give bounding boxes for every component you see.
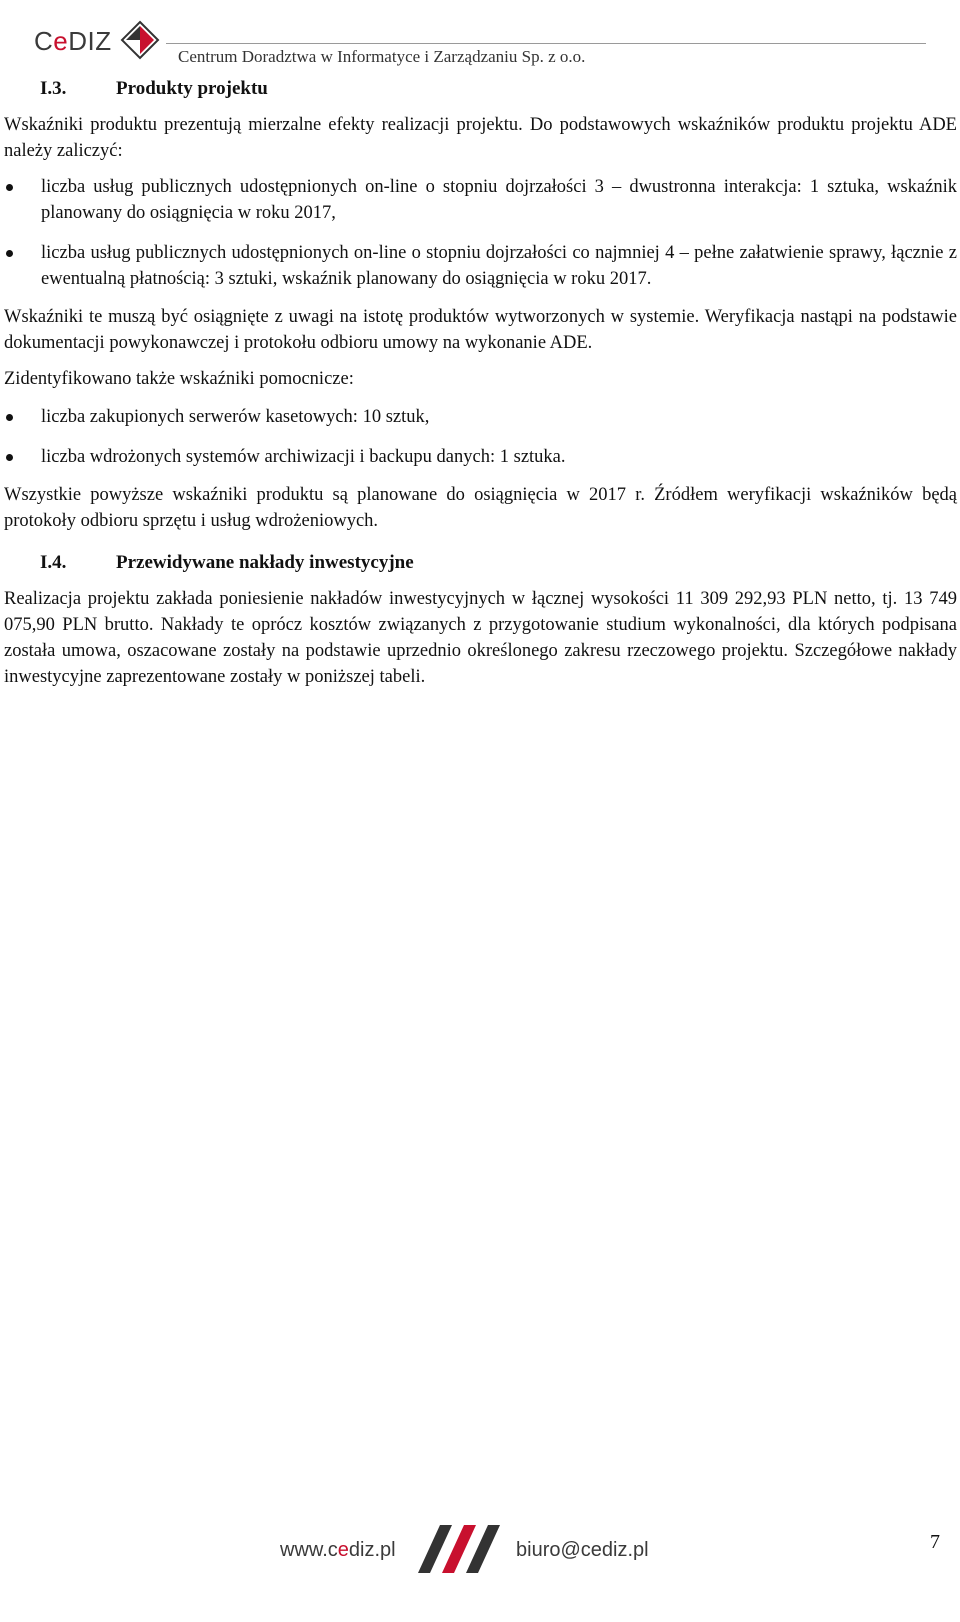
verification-paragraph: Wskaźniki te muszą być osiągnięte z uwagi na istotę produktów wytworzonych w systemie. Weryfikacja nastąpi na podstawie dokumentacji powykonawczej i protokołu odbioru umowy na wykonanie ADE. [4,307,957,353]
website-prefix: www.c [280,1539,338,1561]
list-item-text: liczba wdrożonych systemów archiwizacji i backupu danych: 1 sztuka. [41,447,566,467]
section-number: I.3. [40,78,67,99]
website-e: e [337,1539,349,1561]
cediz-logo-mark-icon [120,20,160,60]
section-title: Produkty projektu [116,78,268,99]
document-body [4,76,957,700]
company-name: Centrum Doradztwa w Informatyce i Zarządzaniu Sp. z o.o. [178,47,586,66]
logo-e: e [53,26,69,56]
list-item [4,404,957,430]
header-rule [166,43,926,44]
section-heading-i3 [4,76,957,102]
section-number: I.4. [40,552,67,573]
investment-paragraph: Realizacja projektu zakłada poniesienie nakładów inwestycyjnych w łącznej wysokości 11 309 292,93 PLN netto, tj. 13 749 075,90 PLN brutto. Nakłady te oprócz kosztów związanych z przygotowanie studium wykonalności, dla których podpisana została umowa, oszacowane zostały na podstawie uprzednio określonego zakresu rzeczowego projektu. Szczegółowe nakłady inwestycyjne zaprezentowane zostały w poniższej tabeli. [4,589,957,687]
logo-prefix: C [34,26,54,56]
list-item [4,240,957,292]
auxiliary-intro-paragraph: Zidentyfikowano także wskaźniki pomocnicze: [4,369,354,389]
section-title: Przewidywane nakłady inwestycyjne [116,552,414,573]
list-item [4,444,957,470]
bullet-icon [6,454,13,461]
cediz-logo [34,26,112,57]
footer-logo-mark-icon [418,1525,504,1573]
auxiliary-indicators-list [4,404,957,470]
list-item [4,174,957,226]
list-item-text: liczba usług publicznych udostępnionych on-line o stopniu dojrzałości co najmniej 4 – pełne załatwienie sprawy, łącznie z ewentualną płatnością: 3 sztuki, wskaźnik planowany do osiągnięcia w roku 2017. [41,243,957,289]
list-item-text: liczba usług publicznych udostępnionych on-line o stopniu dojrzałości 3 – dwustronna interakcja: 1 sztuka, wskaźnik planowany do osiągnięcia w roku 2017, [41,177,957,223]
page-number: 7 [930,1531,940,1553]
section-heading-i4 [4,550,957,576]
logo-suffix: DIZ [68,26,112,56]
summary-paragraph: Wszystkie powyższe wskaźniki produktu są planowane do osiągnięcia w 2017 r. Źródłem weryfikacji wskaźników będą protokoły odbioru sprzętu i usług wdrożeniowych. [4,485,957,531]
bullet-icon [6,250,13,257]
website-link[interactable] [280,1539,396,1562]
email-link[interactable]: biuro@cediz.pl [516,1539,649,1561]
bullet-icon [6,414,13,421]
bullet-icon [6,184,13,191]
website-suffix: diz.pl [348,1539,396,1561]
page-header [0,0,960,80]
page-footer [0,1515,960,1595]
list-item-text: liczba zakupionych serwerów kasetowych: 10 sztuk, [41,407,430,427]
intro-paragraph: Wskaźniki produktu prezentują mierzalne efekty realizacji projektu. Do podstawowych wskaźników produktu projektu ADE należy zaliczyć: [4,115,957,161]
main-indicators-list [4,174,957,292]
